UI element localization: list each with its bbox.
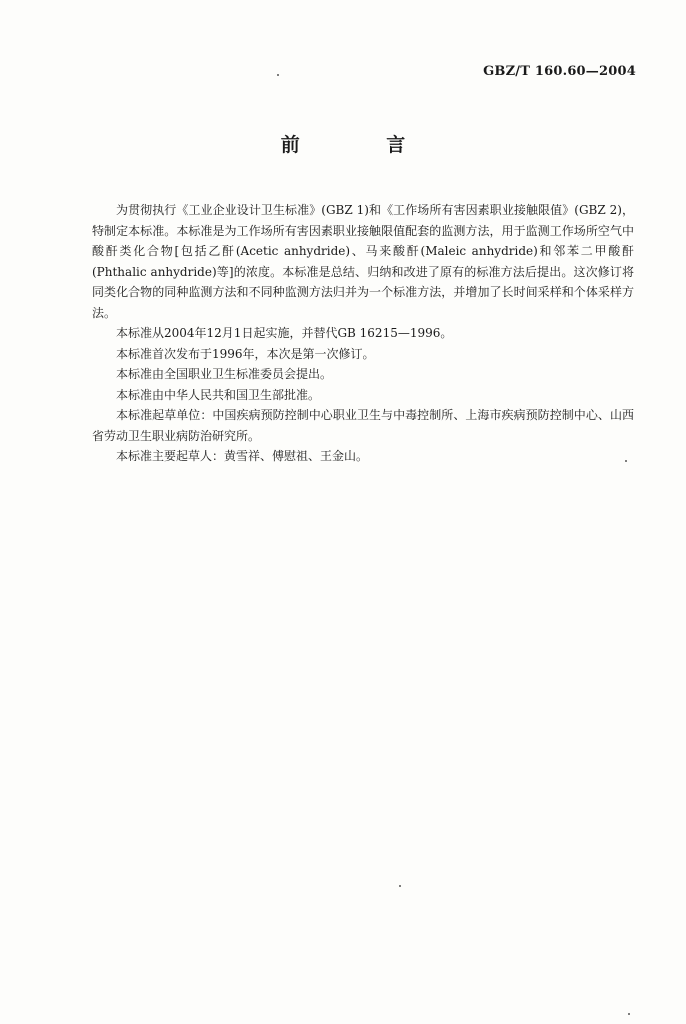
- paragraph-first-issue: 本标准首次发布于1996年，本次是第一次修订。: [116, 346, 375, 361]
- paragraph-proposer: 本标准由全国职业卫生标准委员会提出。: [116, 367, 333, 381]
- scan-speck: [399, 885, 401, 887]
- paragraph-approver: 本标准由中华人民共和国卫生部批准。: [116, 387, 321, 402]
- paragraph-drafting-units: 本标准起草单位：中国疾病预防控制中心职业卫生与中毒控制所、上海市疾病预防控制中心、山西省劳动卫生职业病防治研究所。: [92, 408, 634, 443]
- paragraph-drafters: 本标准主要起草人：黄雪祥、傅慰祖、王金山。: [116, 449, 369, 463]
- scan-speck: [277, 74, 279, 76]
- scan-speck: [628, 1013, 630, 1015]
- document-code: GBZ/T 160.60—2004: [483, 64, 636, 79]
- page-title: 前 言: [280, 134, 446, 156]
- foreword-body: [92, 200, 634, 467]
- paragraph-purpose: 为贯彻执行《工业企业设计卫生标准》(GBZ 1)和《工作场所有害因素职业接触限值》(GBZ 2)，特制定本标准。本标准是为工作场所有害因素职业接触限值配套的监测方法，用于监测工作场所空气中酸酐类化合物[包括乙酐(Acetic anhydride)、马来酸酐(Maleic anhydride)和邻苯二甲酸酐(Phthalic anhydride)等]的浓度。本标准是总结、归纳和改进了原有的标准方法后提出。这次修订将同类化合物的同种监测方法和不同种监测方法归并为一个标准方法，并增加了长时间采样和个体采样方法。: [92, 203, 634, 320]
- paragraph-effective-date: 本标准从2004年12月1日起实施，并替代GB 16215—1996。: [116, 326, 453, 340]
- scan-speck: [625, 460, 627, 462]
